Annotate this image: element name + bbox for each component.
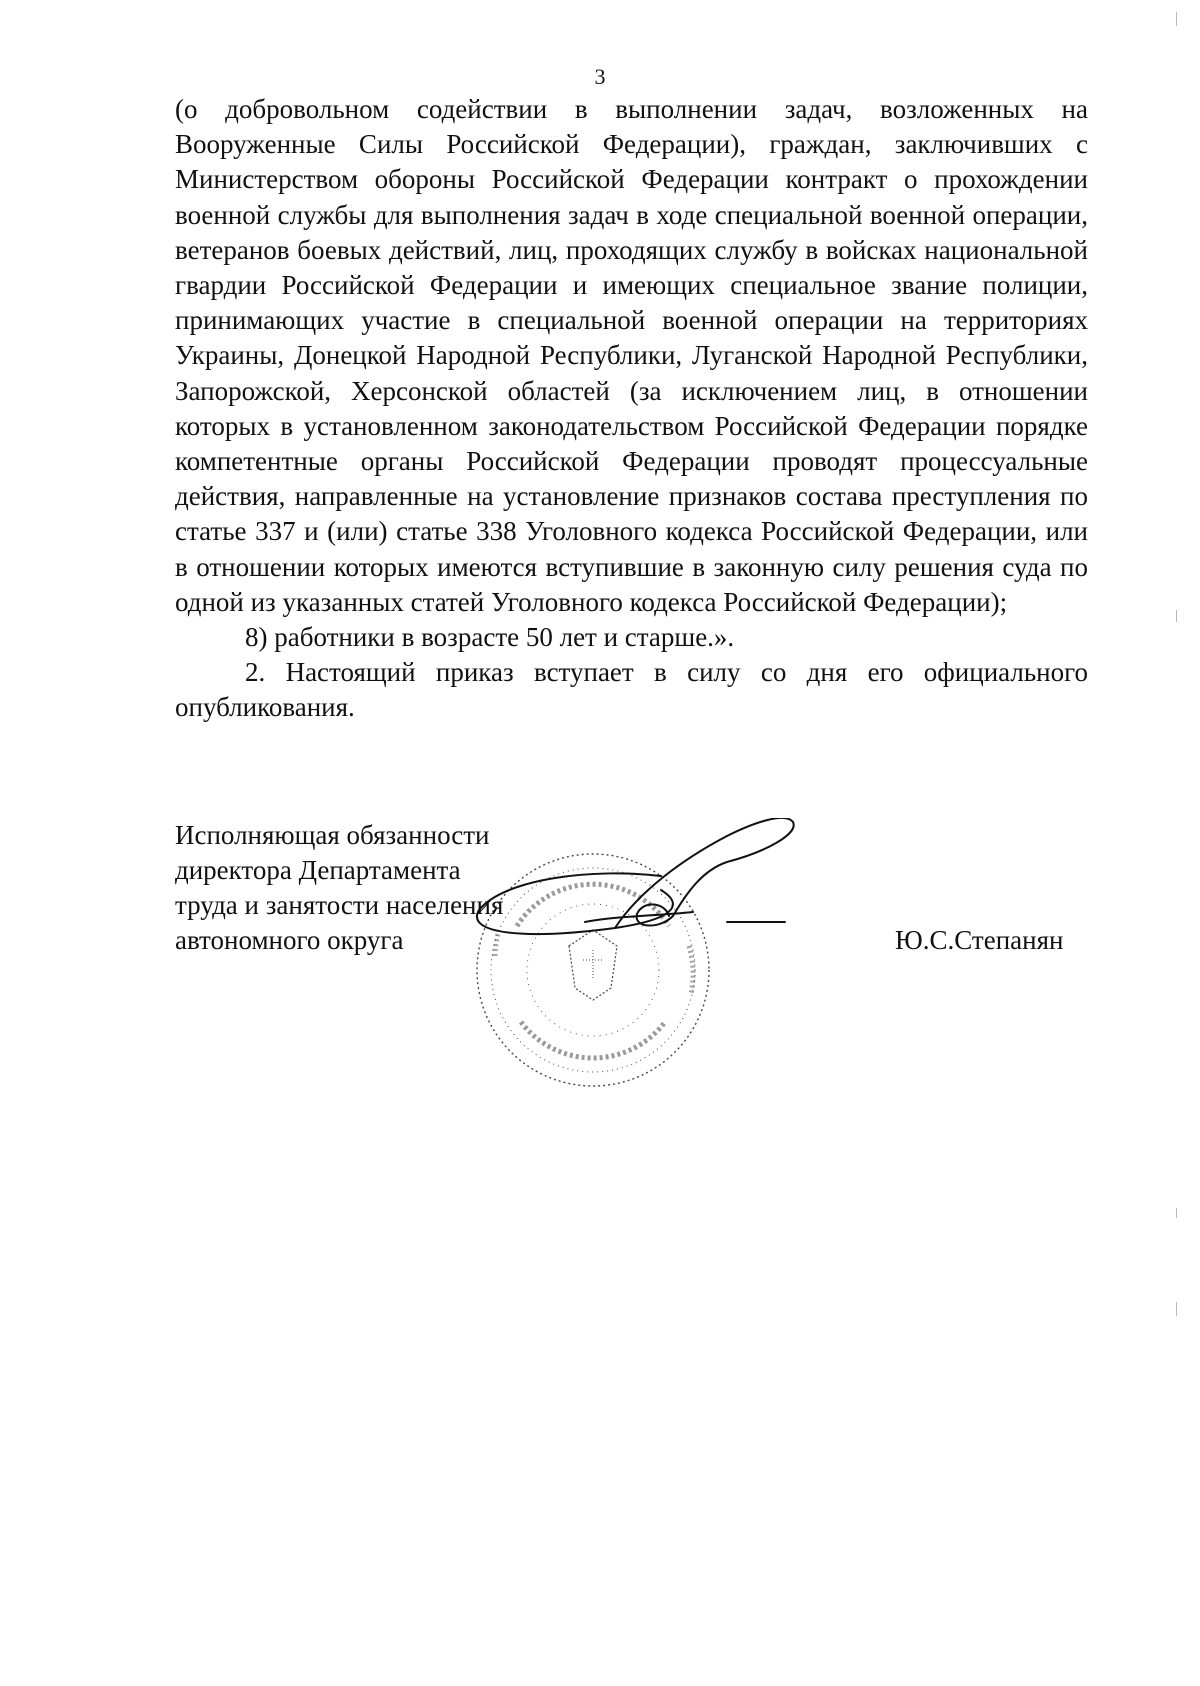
page-number: 3 [594, 64, 606, 89]
paragraph-effective-date: 2. Настоящий приказ вступает в силу со дня его официального опубликования. [175, 657, 1088, 723]
seal-and-signature [465, 818, 905, 1118]
paragraph-continuation: (о добровольном содействии в выполнении задач, возложенных на Вооруженные Силы Российской Федерации), граждан, заключивших с Министерством обороны Российской Федерации контракт о прохождении военной службы для выполнения задач в ходе специальной военной операции, ветеранов боевых действий, лиц, проходящих службу в войсках национальной гвардии Российской Федерации и имеющих специальное звание полиции, принимающих участие в специальной военной операции на территориях Украины, Донецкой Народной Республики, Луганской Народной Республики, Запорожской, Херсонской областей (за исключением лиц, в отношении которых в установленном законодательством Российской Федерации порядке компетентные органы Российской Федерации проводят процессуальные действия, направленные на установление признаков состава преступления по статье 337 и (или) статье 338 Уголовного кодекса Российской Федерации, или в отношении которых имеются вступившие в законную силу решения суда по одной из указанных статей Уголовного кодекса Российской Федерации); [175, 94, 1088, 617]
signer-name: Ю.С.Степанян [895, 925, 1064, 955]
paragraph-item-8: 8) работники в возрасте 50 лет и старше.». [245, 622, 735, 653]
scan-speck [1176, 12, 1177, 26]
position-line: труда и занятости населения [175, 890, 504, 920]
scan-speck [1176, 610, 1177, 622]
document-body [175, 92, 1088, 726]
signature-block [175, 818, 1088, 1118]
scan-speck-group [1176, 12, 1177, 1316]
scan-speck [1176, 1302, 1177, 1316]
scan-edge-specks [1174, 0, 1180, 1686]
scan-speck [1176, 1208, 1177, 1218]
position-line: директора Департамента [175, 855, 461, 885]
position-line: автономного округа [175, 925, 404, 955]
position-line: Исполняющая обязанности [175, 820, 490, 850]
signatory-position [175, 818, 503, 958]
